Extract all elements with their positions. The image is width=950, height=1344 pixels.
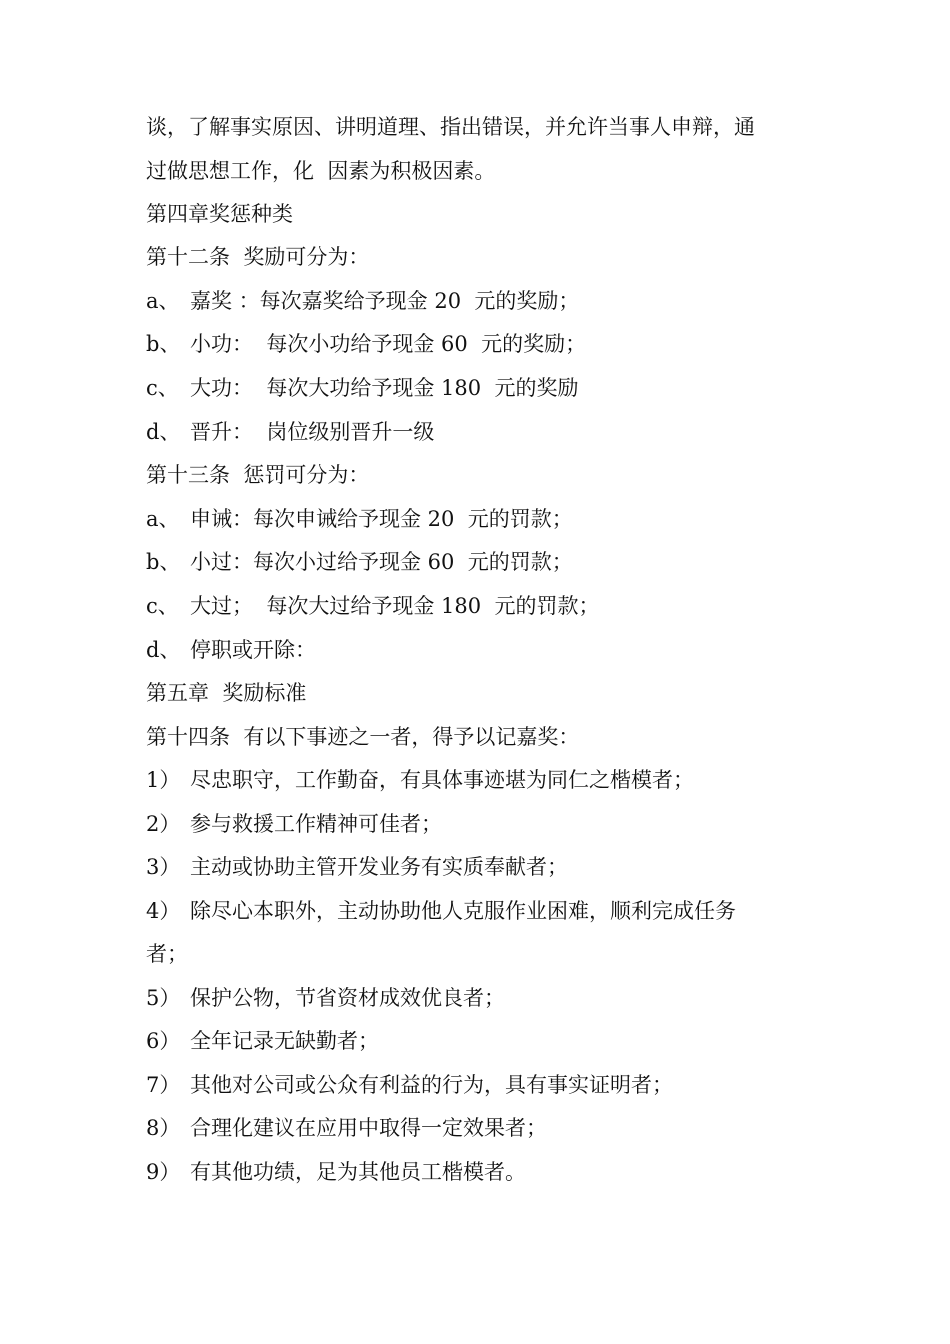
article-heading: 第十二条 奖励可分为：: [146, 245, 370, 269]
list-item: [146, 853, 568, 881]
list-marker: 8）: [146, 1116, 181, 1140]
list-marker: d、: [146, 638, 181, 662]
list-marker: 7）: [146, 1073, 181, 1097]
list-marker: d、: [146, 420, 181, 444]
article-heading: 第十四条 有以下事迹之一者，得予以记嘉奖：: [146, 725, 580, 749]
list-item: [146, 766, 694, 794]
list-text: 小功： 每次小功给予现金 60 元的奖励；: [190, 332, 587, 356]
list-marker: 2）: [146, 812, 181, 836]
list-item: [146, 1071, 673, 1099]
list-item: [146, 1027, 379, 1055]
list-marker: 5）: [146, 986, 181, 1010]
list-text: 除尽心本职外，主动协助他人克服作业困难，顺利完成任务: [190, 899, 736, 923]
list-text: 有其他功绩，足为其他员工楷模者。: [190, 1160, 526, 1184]
list-text: 嘉奖 ：每次嘉奖给予现金 20 元的奖励；: [190, 289, 580, 313]
list-item: [146, 287, 579, 315]
list-marker: c、: [146, 594, 179, 618]
list-item: [146, 505, 573, 533]
list-marker: b、: [146, 550, 181, 574]
list-item: [146, 810, 442, 838]
list-text: 停职或开除：: [190, 638, 316, 662]
list-item: [146, 984, 505, 1012]
list-marker: 3）: [146, 855, 181, 879]
chapter-heading: 第五章 奖励标准: [146, 681, 307, 705]
list-item: [146, 1114, 547, 1142]
list-text: 保护公物，节省资材成效优良者；: [190, 986, 505, 1010]
list-item: [146, 636, 316, 664]
list-marker: 6）: [146, 1029, 181, 1053]
list-item: [146, 592, 599, 620]
paragraph-line: 谈，了解事实原因、讲明道理、指出错误，并允许当事人申辩，通: [146, 115, 755, 139]
list-text: 合理化建议在应用中取得一定效果者；: [190, 1116, 547, 1140]
list-text: 其他对公司或公众有利益的行为，具有事实证明者；: [190, 1073, 673, 1097]
list-text: 尽忠职守，工作勤奋，有具体事迹堪为同仁之楷模者；: [190, 768, 694, 792]
list-text: 全年记录无缺勤者；: [190, 1029, 379, 1053]
list-marker: b、: [146, 332, 181, 356]
list-marker: a、: [146, 289, 180, 313]
list-item: [146, 374, 578, 402]
paragraph-line: 过做思想工作，化 因素为积极因素。: [146, 159, 496, 183]
list-item: [146, 1158, 526, 1186]
list-item: [146, 548, 573, 576]
list-text: 大过； 每次大过给予现金 180 元的罚款；: [190, 594, 600, 618]
list-text: 申诫：每次申诫给予现金 20 元的罚款；: [190, 507, 573, 531]
list-text: 主动或协助主管开发业务有实质奉献者；: [190, 855, 568, 879]
chapter-heading: 第四章奖惩种类: [146, 202, 293, 226]
list-item: [146, 418, 434, 446]
article-heading: 第十三条 惩罚可分为：: [146, 463, 370, 487]
list-marker: a、: [146, 507, 180, 531]
list-marker: 4）: [146, 899, 181, 923]
list-marker: 1）: [146, 768, 181, 792]
list-item: [146, 897, 736, 925]
list-marker: 9）: [146, 1160, 181, 1184]
list-item-continuation: 者；: [146, 942, 188, 966]
list-text: 大功： 每次大功给予现金 180 元的奖励: [190, 376, 579, 400]
list-text: 小过：每次小过给予现金 60 元的罚款；: [190, 550, 573, 574]
list-item: [146, 330, 586, 358]
list-text: 参与救援工作精神可佳者；: [190, 812, 442, 836]
list-marker: c、: [146, 376, 179, 400]
list-text: 晋升： 岗位级别晋升一级: [190, 420, 435, 444]
